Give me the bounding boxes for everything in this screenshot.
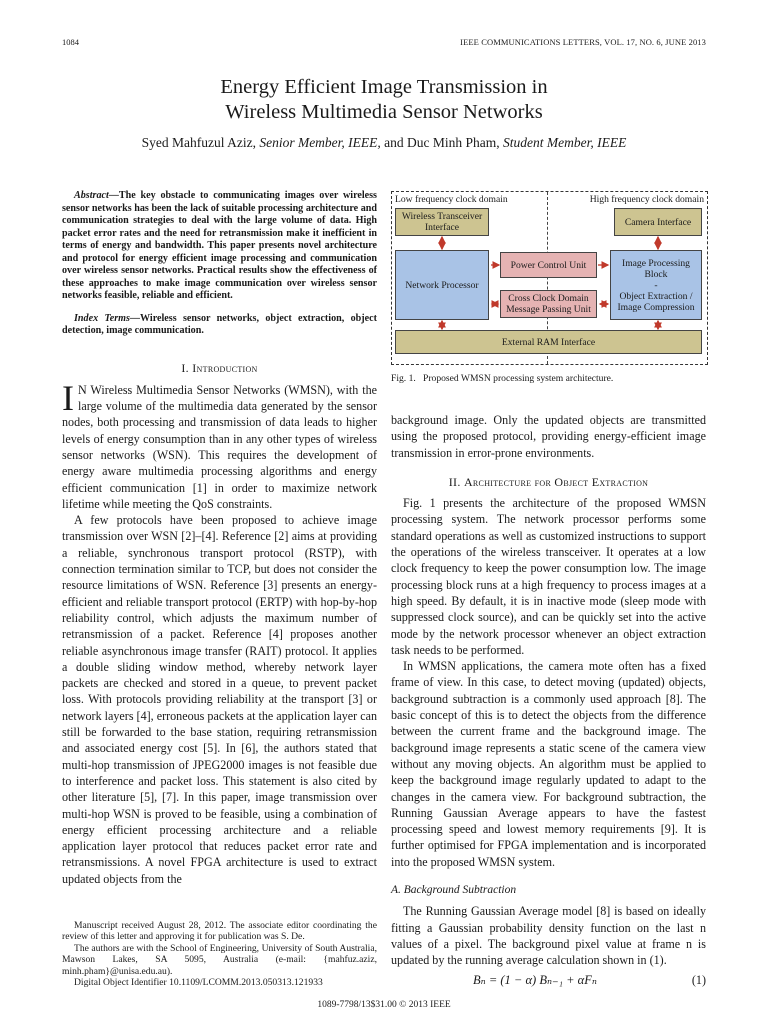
title-line-1: Energy Efficient Image Transmission in [220,76,548,98]
journal-header: IEEE COMMUNICATIONS LETTERS, VOL. 17, NO. 6, JUNE 2013 [460,37,706,47]
section-1-p1-text: N Wireless Multimedia Sensor Networks (WMSN), with the large volume of the multimedia data generated by the sensor nodes, both processing and transmission of data leads to higher levels of energy consumption than in any other types of wireless sensor networks (WSN). This requires the development of energy aware multimedia processing algorithms and energy efficient communication [1] in order to maximize network lifetime while meeting the QoS constraints. [62,382,377,511]
abstract-text: —The key obstacle to communicating images over wireless sensor networks has been the lack of suitable processing architecture and communication strategies to deal with the large volume of data. High packet error rates and the need for retransmission make it inefficient in terms of energy and bandwidth. This paper presents novel architecture and protocol for energy efficient image processing and communication over wireless sensor networks. Practical results show the effectiveness of these approaches to make image communication over wireless sensor networks feasible, reliable and efficient. [62,190,377,301]
author-2-role: Student Member, IEEE [503,135,627,150]
wireless-transceiver-box: Wireless Transceiver Interface [395,208,489,236]
section-1-paragraph-2: A few protocols have been proposed to achieve image transmission over WSN [2]–[4]. Reference [2] aims at providing a reliable, synchronous transport protocol (RSTP), with connection termination similar to TCP, but does not consider the resource limitations of WSN. Reference [3] presents an energy-efficient and reliable transport protocol (ERTP) with hop-by-hop reliability control, which adjusts the maximum number of retransmission of a packet. Reference [4] proposes another reliable asynchronous image transfer (RAIT) protocol. It applies a double sliding window method, whereby network layer packets are checked and stored in a queue, to prevent packet loss. With protocols providing reliability at the transport [3] or network layers [4], erroneous packets at the application layer can still be forwarded to the base station, requiring retransmission and associated energy cost [5]. In [6], the authors stated that multi-hop transmission of JPEG2000 images is not feasible due to interference and packet loss. This statement is also cited by other literature [5], [7]. In this paper, image transmission over multi-hop WSN is proved to be feasible, using a combination of energy efficient processing architecture and a reliable application layer protocol that reduces packet error rate and retransmissions. A novel FPGA architecture is used to extract updated objects from the [62,513,377,886]
high-frequency-label: High frequency clock domain [589,194,704,205]
subsection-heading [391,882,706,898]
section-2-paragraph-1: Fig. 1 presents the architecture of the proposed WMSN processing system. The network processor performs some standard operations as well as customized instructions to support the operations of the wireless transceiver. It operates at a low clock frequency to keep the power consumption low. The image processing block runs at a high frequency to process images at a high speed. By default, it is in inactive mode (sleep mode with suppressed clock source), and can be quickly set into the active mode by the network processor whenever an object extraction task needs to be performed. [391,496,706,657]
power-control-unit-box: Power Control Unit [500,252,597,278]
camera-interface-box: Camera Interface [614,208,702,236]
index-terms [62,313,377,338]
architecture-figure [391,191,708,365]
image-processing-dash: - [654,279,658,291]
title-line-2: Wireless Multimedia Sensor Networks [225,101,543,123]
subsection-title: Background Subtraction [403,884,517,897]
paper-title [62,75,706,125]
section-2-heading [391,474,706,490]
image-processing-label: Image Processing Block [622,257,690,280]
footnote-2: The authors are with the School of Engineering, University of South Australia, Mawson Lakes, SA 5095, Australia (e-mail: {mahfuz.aziz, minh.pham}@unisa.edu.au). [62,942,377,977]
author-1-role: Senior Member, IEEE, [259,135,381,150]
author-1: Syed Mahfuzul Aziz, [141,135,256,150]
object-extraction-label: Object Extraction / Image Compression [617,290,695,313]
section-2-paragraph-2: In WMSN applications, the camera mote often has a fixed frame of view. In this case, to detect moving (updated) objects, background subtraction is a commonly used approach [8]. The basic concept of this is to detect the objects from the difference between the current frame and the background image. The background image represents a static scene of the camera view without any moving objects. An algorithm must be applied to keep the background image regularly updated to adapt to the changes in the camera view. For background subtraction, the Running Gaussian Average appears to have the fastest processing speed and lowest memory requirements [9]. It is further optimised for FPGA implementation and is incorporated into the proposed WMSN system. [391,659,706,869]
figure-caption [391,373,613,384]
network-processor-box: Network Processor [395,250,489,320]
cross-clock-domain-box: Cross Clock Domain Message Passing Unit [500,290,597,318]
section-2-paragraph-3: The Running Gaussian Average model [8] is based on ideally fitting a Gaussian probability density function on the last n values of a pixel. The background pixel value at frame n is updated by the running average calculation shown in (1). [391,904,706,968]
dropcap: I [62,377,74,418]
low-frequency-label: Low frequency clock domain [395,194,508,205]
figure-arrows [392,192,707,364]
equation-1: Bₙ = (1 − α) Bₙ₋₁ + αFₙ [473,972,597,987]
section-1-title: Introduction [192,360,258,375]
section-2-title: Architecture for Object Extraction [463,474,649,489]
index-terms-text: —Wireless sensor networks, object extraction, object detection, image communication. [62,312,377,336]
figure-caption-label: Fig. 1. [391,373,416,384]
section-2-number: II. [448,474,461,489]
section-1-paragraph-2-cont: background image. Only the updated objects are transmitted using the proposed protocol, providing energy-efficient image transmission in error-prone environments. [391,413,706,460]
figure-caption-text: Proposed WMSN processing system architecture. [423,373,614,384]
section-1-paragraph-1 [62,377,377,512]
right-column [391,412,706,991]
index-terms-lead: Index Terms [74,312,130,324]
section-1-heading [62,360,377,376]
left-column [62,190,377,887]
external-ram-box: External RAM Interface [395,330,702,354]
footnotes [62,920,377,988]
page-number: 1084 [62,37,79,47]
footnote-3: Digital Object Identifier 10.1109/LCOMM.2013.050313.121933 [74,977,323,989]
abstract [62,190,377,303]
equation-1-number: (1) [691,972,706,987]
copyright-footer: 1089-7798/13$31.00 © 2013 IEEE [317,1000,451,1010]
authors [62,135,706,151]
authors-and: and [384,135,404,150]
subsection-label: A. [391,884,401,897]
abstract-lead: Abstract [74,190,109,201]
author-2: Duc Minh Pham, [407,135,500,150]
footnote-1: Manuscript received August 28, 2012. The associate editor coordinating the review of this letter and approving it for publication was S. De. [62,920,377,943]
section-1-number: I. [181,360,189,375]
equation-row [391,971,706,991]
